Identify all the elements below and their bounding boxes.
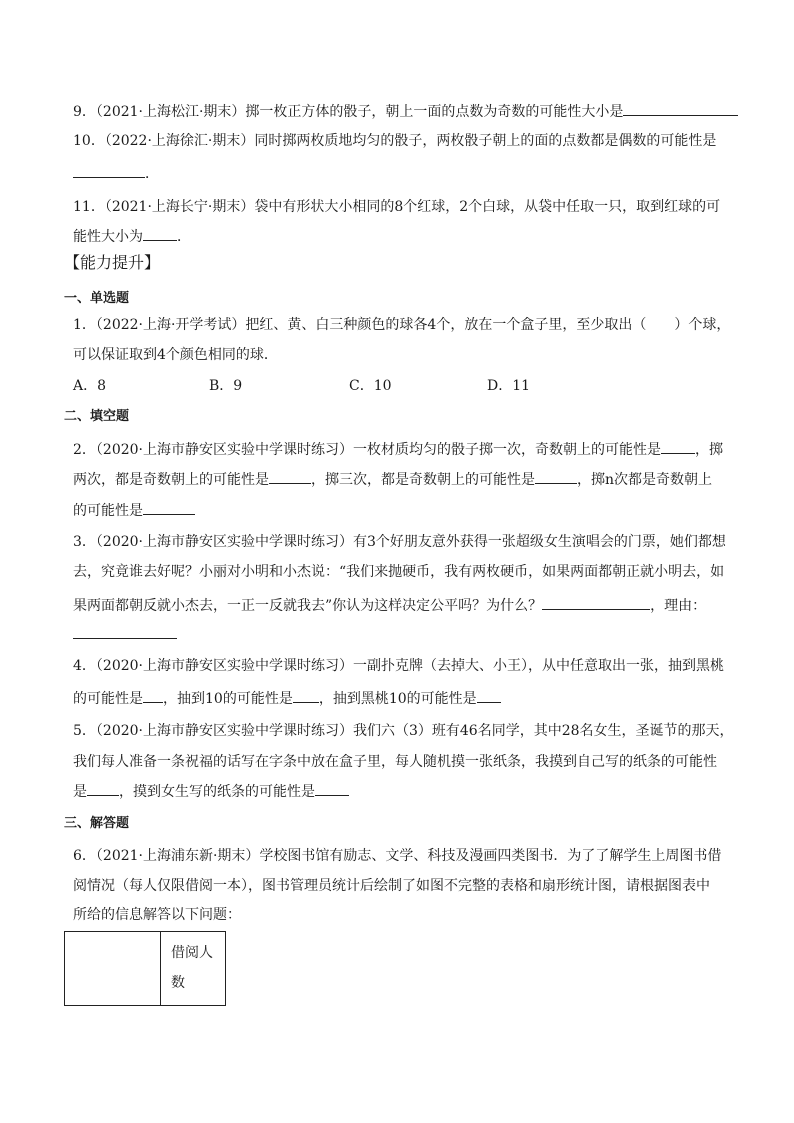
answer-blank[interactable] bbox=[269, 469, 311, 484]
question-11-cont bbox=[73, 226, 191, 247]
option-b[interactable]: B．9 bbox=[209, 378, 243, 394]
question-5-line2: 我们每人准备一条祝福的话写在字条中放在盒子里，每人随机摸一张纸条，我摸到自己写的纸条的可能性 bbox=[73, 754, 717, 770]
question-2-text: ，掷n次都是奇数朝上 bbox=[577, 472, 713, 488]
answer-blank[interactable] bbox=[315, 781, 349, 796]
question-9-text: 9．（2021·上海松江·期末）掷一枚正方体的骰子，朝上一面的点数为奇数的可能性大小是 bbox=[73, 104, 624, 120]
question-4-line2 bbox=[73, 688, 501, 709]
section-heading-fill-blank: 二、填空题 bbox=[64, 409, 130, 424]
answer-blank[interactable] bbox=[623, 101, 738, 116]
answer-blank[interactable] bbox=[293, 688, 319, 703]
answer-blank[interactable] bbox=[542, 595, 650, 610]
question-5-line1: 5．（2020·上海市静安区实验中学课时练习）我们六（3）班有46名同学，其中28名女生，圣诞节的那天， bbox=[73, 723, 734, 739]
section-heading-single-choice: 一、单选题 bbox=[64, 291, 130, 306]
question-1-line2: 可以保证取到4个颜色相同的球． bbox=[73, 347, 278, 363]
question-10-end: ． bbox=[145, 166, 159, 182]
question-4-text: 的可能性是 bbox=[73, 691, 143, 707]
borrow-table bbox=[64, 931, 226, 1006]
question-5-line3 bbox=[73, 781, 349, 802]
question-2-text: 2．（2020·上海市静安区实验中学课时练习）一枚材质均匀的骰子掷一次，奇数朝上的可能性是 bbox=[73, 442, 661, 458]
question-2-text: ，掷 bbox=[694, 442, 723, 458]
question-5-text: ，摸到女生写的纸条的可能性是 bbox=[119, 784, 315, 800]
option-a[interactable]: A．8 bbox=[73, 378, 107, 394]
question-11-end: ． bbox=[177, 229, 191, 245]
question-3-text: 果两面都朝反就小杰去，一正一反就我去”你认为这样决定公平吗？为什么？ bbox=[73, 598, 543, 614]
question-6-line2: 阅情况（每人仅限借阅一本），图书管理员统计后绘制了如图不完整的表格和扇形统计图，请根据图表中 bbox=[73, 878, 710, 894]
answer-blank[interactable] bbox=[87, 781, 119, 796]
question-3-line1: 3．（2020·上海市静安区实验中学课时练习）有3个好朋友意外获得一张超级女生演唱会的门票，她们都想 bbox=[73, 534, 726, 550]
question-4-line1: 4．（2020·上海市静安区实验中学课时练习）一副扑克牌（去掉大、小王），从中任意取出一张，抽到黑桃 bbox=[73, 658, 724, 674]
answer-blank[interactable] bbox=[477, 688, 501, 703]
answer-blank[interactable] bbox=[143, 688, 163, 703]
question-2-line3 bbox=[73, 500, 195, 521]
question-3-line4 bbox=[73, 624, 177, 645]
answer-blank[interactable] bbox=[661, 439, 695, 454]
question-6-line3: 所给的信息解答以下问题： bbox=[73, 907, 241, 923]
question-11-prefix: 能性大小为 bbox=[73, 229, 143, 245]
question-4-text: ，抽到黑桃10的可能性是 bbox=[318, 691, 477, 707]
option-d[interactable]: D．11 bbox=[487, 378, 531, 394]
answer-blank[interactable] bbox=[73, 163, 145, 178]
question-6-line1: 6．（2021·上海浦东新·期末）学校图书馆有励志、文学、科技及漫画四类图书．为了了解学生上周图书借 bbox=[73, 848, 722, 864]
question-2-text: ，掷三次，都是奇数朝上的可能性是 bbox=[311, 472, 535, 488]
table-row bbox=[65, 932, 226, 1006]
table-header-label: 借阅人数 bbox=[171, 945, 213, 991]
table-cell-header bbox=[161, 932, 226, 1006]
section-banner: 【能力提升】 bbox=[64, 253, 161, 272]
question-10 bbox=[73, 131, 716, 151]
answer-blank[interactable] bbox=[143, 500, 195, 515]
question-2-text: 的可能性是 bbox=[73, 503, 143, 519]
question-11 bbox=[73, 197, 720, 217]
question-1-line1: 1．（2022·上海·开学考试）把红、黄、白三种颜色的球各4个，放在一个盒子里，至少取出（ ）个球， bbox=[73, 317, 731, 333]
question-5-text: 是 bbox=[73, 784, 87, 800]
question-2-text: 两次，都是奇数朝上的可能性是 bbox=[73, 472, 269, 488]
option-c[interactable]: C．10 bbox=[349, 378, 392, 394]
answer-blank[interactable] bbox=[535, 469, 577, 484]
answer-blank[interactable] bbox=[143, 226, 177, 241]
answer-blank[interactable] bbox=[73, 624, 177, 639]
question-10-text: 10．（2022·上海徐汇·期末）同时掷两枚质地均匀的骰子，两枚骰子朝上的面的点数都是偶数的可能性是 bbox=[73, 133, 717, 149]
question-9 bbox=[73, 101, 738, 122]
question-2-line1 bbox=[73, 439, 723, 460]
question-3-text: ，理由： bbox=[650, 598, 707, 614]
question-4-text: ，抽到10的可能性是 bbox=[163, 691, 293, 707]
table-cell-empty bbox=[65, 932, 161, 1006]
section-heading-answer: 三、解答题 bbox=[64, 816, 130, 831]
question-10-cont bbox=[73, 163, 159, 184]
question-2-line2 bbox=[73, 469, 712, 490]
question-3-line2: 去，究竟谁去好呢？小丽对小明和小杰说：“我们来抛硬币，我有两枚硬币，如果两面都朝正就小明去，如 bbox=[73, 564, 725, 580]
question-11-text: 11．（2021·上海长宁·期末）袋中有形状大小相同的8个红球，2个白球，从袋中任取一只，取到红球的可 bbox=[73, 199, 721, 215]
question-3-line3 bbox=[73, 595, 706, 616]
